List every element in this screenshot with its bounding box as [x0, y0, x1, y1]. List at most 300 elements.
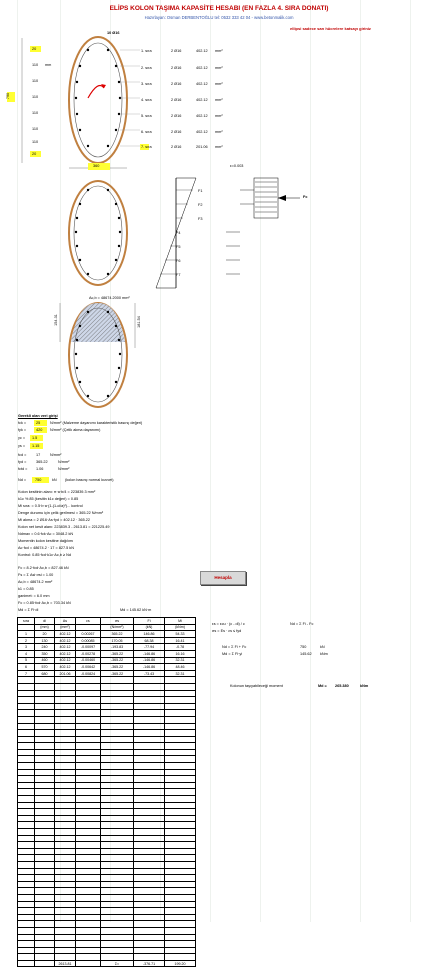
table-cell: [101, 914, 134, 921]
row-label: 1. sıra: [141, 49, 152, 53]
table-cell: [35, 690, 55, 697]
calc-line: Kolon kesitinin alanı: π·a·b/4 = 223839.3 mm²: [18, 490, 96, 494]
table-cell: 170.05: [101, 637, 134, 644]
table-cell: 16.16: [165, 650, 196, 657]
table-cell: 5: [18, 657, 35, 664]
table-cell: -146.86: [134, 664, 165, 671]
table-cell: [134, 796, 165, 803]
table-cell: 240: [35, 644, 55, 651]
table-cell: [165, 809, 196, 816]
table-empty-row: [18, 868, 196, 875]
row-unit: mm²: [215, 82, 223, 86]
table-cell: 2: [18, 637, 35, 644]
table-cell: [101, 888, 134, 895]
table-empty-row: [18, 894, 196, 901]
table-cell: [101, 769, 134, 776]
table-cell: [76, 789, 101, 796]
table-cell: -193.83: [101, 644, 134, 651]
table-empty-row: [18, 697, 196, 704]
table-cell: [55, 822, 76, 829]
table-cell: [76, 716, 101, 723]
table-cell: [101, 875, 134, 882]
strain-label: ε=0.003: [230, 164, 244, 168]
table-empty-row: [18, 683, 196, 690]
table-cell: [76, 842, 101, 849]
table-cell: [18, 776, 35, 783]
table-cell: [134, 677, 165, 684]
result-key: Md = Σ Fi·yi: [222, 652, 243, 656]
table-cell: [18, 815, 35, 822]
result-value: 145.62: [300, 652, 312, 656]
table-cell: [134, 749, 165, 756]
row-bars: 2 Ø16: [171, 82, 182, 86]
table-cell: 0.00085: [76, 637, 101, 644]
calc-line: Momentin kolon kesitine dağılımı: [18, 539, 74, 543]
force-label: F7: [176, 273, 181, 277]
table-cell: [35, 730, 55, 737]
table-cell: -0.78: [165, 644, 196, 651]
table-cell: [55, 683, 76, 690]
table-cell: 32.31: [165, 670, 196, 677]
footer-cell: [35, 960, 55, 967]
row-unit: mm²: [215, 114, 223, 118]
table-row: [18, 631, 196, 638]
table-cell: [165, 723, 196, 730]
row-bars: 2 Ø16: [171, 130, 182, 134]
table-cell: [165, 822, 196, 829]
row-label: 2. sıra: [141, 66, 152, 70]
calc-line: Kontrol: 0.85·fcd·k1c·Ac,b ≥ Nd: [18, 553, 71, 557]
table-cell: [101, 677, 134, 684]
input-key: fyd =: [18, 460, 27, 464]
dim-value: 110: [32, 95, 39, 99]
row-unit: mm²: [215, 66, 223, 70]
table-cell: [35, 848, 55, 855]
right-formula: εs = εcu · (c - di) / c: [212, 622, 245, 626]
table-cell: [35, 934, 55, 941]
result-key: Nd = Σ Fi + Fc: [222, 645, 247, 649]
table-empty-row: [18, 769, 196, 776]
table-cell: 54.33: [165, 631, 196, 638]
table-empty-row: [18, 743, 196, 750]
height-label: 790: [6, 92, 11, 100]
table-cell: [55, 835, 76, 842]
table-cell: [165, 716, 196, 723]
table-cell: [35, 796, 55, 803]
table-cell: [55, 809, 76, 816]
table-cell: [134, 697, 165, 704]
table-cell: [101, 815, 134, 822]
table-empty-row: [18, 888, 196, 895]
table-cell: [76, 697, 101, 704]
table-cell: [134, 809, 165, 816]
row-area: 402.12: [196, 130, 208, 134]
fs-line: Md = Σ Fi·di: [18, 608, 39, 612]
table-cell: [134, 901, 165, 908]
table-cell: 350: [35, 650, 55, 657]
table-cell: [35, 677, 55, 684]
table-empty-row: [18, 776, 196, 783]
results-table: [17, 617, 196, 967]
dim-value: 20: [32, 47, 37, 51]
table-cell: [18, 703, 35, 710]
table-cell: [76, 763, 101, 770]
table-cell: [101, 855, 134, 862]
table-cell: [134, 776, 165, 783]
table-cell: [101, 934, 134, 941]
calculate-button[interactable]: Hesapla: [200, 571, 246, 585]
dim-value: 110: [32, 111, 39, 115]
input-key: fyk =: [18, 428, 27, 432]
table-cell: [101, 842, 134, 849]
table-cell: [35, 835, 55, 842]
table-empty-row: [18, 835, 196, 842]
table-cell: [76, 888, 101, 895]
table-cell: [134, 835, 165, 842]
force-label: F3: [198, 217, 203, 221]
table-cell: [165, 730, 196, 737]
table-cell: 570: [35, 664, 55, 671]
table-cell: [101, 723, 134, 730]
table-cell: [101, 776, 134, 783]
table-cell: [134, 941, 165, 948]
compression-area-label: Ac,b = 48674.2000 mm²: [89, 296, 130, 300]
table-cell: [18, 888, 35, 895]
table-cell: [134, 875, 165, 882]
table-cell: [76, 947, 101, 954]
row-label: 3. sıra: [141, 82, 152, 86]
table-cell: [18, 782, 35, 789]
input-value: 25: [36, 421, 41, 425]
table-cell: [18, 736, 35, 743]
final-unit: kNm: [360, 684, 369, 688]
sheet-subtitle: Hazırlayan: Osman DERBENTOĞLU tel: 0532 333 42 04 - www.betonmalik.com: [144, 15, 294, 20]
table-cell: [76, 683, 101, 690]
input-value: 1.5: [32, 436, 38, 440]
table-cell: [101, 927, 134, 934]
table-cell: [35, 809, 55, 816]
table-cell: [134, 888, 165, 895]
table-cell: [55, 697, 76, 704]
table-cell: [18, 875, 35, 882]
table-cell: [134, 690, 165, 697]
table-row: [18, 664, 196, 671]
table-cell: [76, 954, 101, 961]
nd-note: (kolon basınç normal kuvvet): [65, 478, 114, 482]
table-cell: [134, 908, 165, 915]
table-cell: [18, 868, 35, 875]
table-cell: [18, 677, 35, 684]
calc-line: Mi akma = 2 Ø16·As·fyd = 402.12 · 365.22: [18, 518, 90, 522]
table-cell: [76, 835, 101, 842]
footer-cell: 199.20: [165, 960, 196, 967]
fc-label: Fc: [303, 195, 308, 199]
table-cell: [165, 868, 196, 875]
table-cell: [55, 802, 76, 809]
table-cell: [101, 881, 134, 888]
table-cell: [55, 677, 76, 684]
table-cell: [76, 677, 101, 684]
table-cell: [76, 749, 101, 756]
table-cell: [18, 914, 35, 921]
table-empty-row: [18, 716, 196, 723]
table-cell: (mm²): [55, 624, 76, 631]
table-cell: (mm): [35, 624, 55, 631]
row-label: 5. sıra: [141, 114, 152, 118]
input-note: ellipsi sadece sarı hücrelere katsayı giriniz: [290, 26, 371, 31]
table-cell: [76, 815, 101, 822]
table-cell: [18, 954, 35, 961]
table-cell: [55, 908, 76, 915]
table-cell: [18, 881, 35, 888]
table-cell: [165, 743, 196, 750]
table-cell: [76, 861, 101, 868]
force-label: F6: [176, 259, 181, 263]
table-cell: [165, 829, 196, 836]
table-cell: [101, 848, 134, 855]
table-cell: [18, 769, 35, 776]
table-cell: [76, 908, 101, 915]
table-cell: [101, 749, 134, 756]
table-cell: [134, 947, 165, 954]
fs-line: Fc = 0.85·fcd·Ac,b = 703.34 kN: [18, 601, 71, 605]
table-cell: 402.12: [55, 637, 76, 644]
force-label: F1: [198, 189, 203, 193]
table-cell: [76, 848, 101, 855]
table-row: [18, 644, 196, 651]
table-cell: [35, 716, 55, 723]
table-cell: [55, 716, 76, 723]
table-cell: [134, 769, 165, 776]
result-unit: kN: [320, 645, 325, 649]
table-cell: [165, 756, 196, 763]
table-cell: [101, 763, 134, 770]
table-cell: [55, 703, 76, 710]
table-cell: [55, 941, 76, 948]
right-formula: Nd = Σ Fi - Fc: [290, 622, 314, 626]
table-cell: [165, 802, 196, 809]
table-cell: [101, 835, 134, 842]
table-cell: -0.00824: [76, 670, 101, 677]
table-cell: -0.00460: [76, 657, 101, 664]
compression-drawing: [0, 300, 438, 410]
table-cell: [55, 690, 76, 697]
nd-value: 750: [35, 478, 42, 482]
table-cell: [165, 703, 196, 710]
table-cell: -146.86: [134, 657, 165, 664]
input-key: fcd =: [18, 453, 27, 457]
table-footer-row: [18, 960, 196, 967]
table-cell: 402.12: [55, 631, 76, 638]
table-cell: [76, 881, 101, 888]
table-cell: -0.00278: [76, 650, 101, 657]
input-unit: N/mm² (Çelik akma dayanımı): [50, 428, 101, 432]
table-cell: 365.22: [101, 631, 134, 638]
table-cell: 32.31: [165, 657, 196, 664]
table-cell: [35, 881, 55, 888]
table-cell: [35, 756, 55, 763]
table-cell: [35, 914, 55, 921]
row-bars: 2 Ø16: [171, 98, 182, 102]
table-cell: 402.12: [55, 657, 76, 664]
table-cell: 1: [18, 631, 35, 638]
table-cell: (kNm): [165, 624, 196, 631]
table-cell: [134, 881, 165, 888]
table-cell: [55, 881, 76, 888]
table-cell: [35, 703, 55, 710]
fs-line: Ac,b = 48674.2 mm²: [18, 580, 53, 584]
table-cell: 0.00267: [76, 631, 101, 638]
table-cell: -365.22: [101, 650, 134, 657]
table-empty-row: [18, 782, 196, 789]
right-formula: σs = Es · εs ≤ fyd: [212, 629, 242, 633]
table-cell: [76, 868, 101, 875]
fs-line: Fc = 8.2·fcd·Ac,b = 827.46 kN: [18, 566, 69, 570]
footer-cell: [18, 960, 35, 967]
row-unit: mm²: [215, 130, 223, 134]
table-cell: [18, 842, 35, 849]
table-empty-row: [18, 815, 196, 822]
input-unit: N/mm² (Malzeme dayanımı karakteristik basınç değeri): [50, 421, 143, 425]
table-cell: [18, 848, 35, 855]
dim-value: 110: [32, 63, 39, 67]
table-cell: [35, 954, 55, 961]
calc-line: Ac·fcd = 48674.2 · 17 = 827.5 kN: [18, 546, 74, 550]
table-cell: [18, 743, 35, 750]
table-cell: [165, 888, 196, 895]
table-cell: [18, 809, 35, 816]
fs-line: k1 = 0.85: [18, 587, 34, 591]
table-cell: σs: [101, 618, 134, 625]
table-cell: [101, 809, 134, 816]
table-cell: [165, 697, 196, 704]
table-cell: [165, 908, 196, 915]
table-cell: [134, 954, 165, 961]
table-empty-row: [18, 756, 196, 763]
table-cell: 680: [35, 670, 55, 677]
table-cell: [18, 763, 35, 770]
table-cell: [35, 723, 55, 730]
input-key: fck =: [18, 421, 27, 425]
row-label: 6. sıra: [141, 130, 152, 134]
table-cell: [35, 789, 55, 796]
input-key: γs =: [18, 444, 26, 448]
table-cell: [76, 736, 101, 743]
input-value: 365.22: [36, 460, 48, 464]
table-cell: [76, 875, 101, 882]
table-cell: -73.43: [134, 670, 165, 677]
table-cell: [35, 842, 55, 849]
final-key: Md =: [318, 684, 327, 688]
table-cell: [76, 782, 101, 789]
table-cell: [55, 927, 76, 934]
table-cell: [55, 782, 76, 789]
table-cell: [76, 776, 101, 783]
table-cell: 402.12: [55, 650, 76, 657]
table-cell: [165, 894, 196, 901]
table-cell: εs: [76, 618, 101, 625]
table-cell: Mi: [165, 618, 196, 625]
table-cell: -77.94: [134, 644, 165, 651]
table-cell: [18, 802, 35, 809]
table-cell: [35, 776, 55, 783]
table-empty-row: [18, 855, 196, 862]
table-cell: [76, 730, 101, 737]
table-cell: [134, 842, 165, 849]
table-cell: [134, 822, 165, 829]
table-cell: 20: [35, 631, 55, 638]
table-cell: [165, 947, 196, 954]
calc-line: Mi sıra: = 0.5·b·a·(1-(1-ci/a)²)... kontrol: [18, 504, 83, 508]
table-cell: [76, 829, 101, 836]
table-cell: [134, 894, 165, 901]
table-cell: (kN): [134, 624, 165, 631]
table-empty-row: [18, 736, 196, 743]
row-bars: 2 Ø16: [171, 145, 182, 149]
table-empty-row: [18, 908, 196, 915]
table-cell: 68.38: [134, 637, 165, 644]
table-row: [18, 670, 196, 677]
table-cell: [55, 776, 76, 783]
table-cell: [165, 927, 196, 934]
table-cell: [134, 716, 165, 723]
table-cell: [101, 796, 134, 803]
table-empty-row: [18, 677, 196, 684]
table-empty-row: [18, 822, 196, 829]
width-label: 360: [93, 164, 100, 168]
table-cell: [165, 875, 196, 882]
table-cell: [101, 861, 134, 868]
table-cell: [101, 901, 134, 908]
force-label: F4: [176, 231, 181, 235]
table-cell: [35, 829, 55, 836]
table-cell: [35, 822, 55, 829]
table-cell: -146.86: [134, 650, 165, 657]
row-area: 402.12: [196, 66, 208, 70]
row-bars: 2 Ø16: [171, 114, 182, 118]
table-empty-row: [18, 809, 196, 816]
nd-key: Nd =: [18, 478, 27, 482]
table-cell: [76, 624, 101, 631]
final-value: 265.380: [335, 684, 349, 688]
table-cell: [76, 809, 101, 816]
table-cell: -365.22: [101, 657, 134, 664]
table-empty-row: [18, 947, 196, 954]
table-cell: [76, 756, 101, 763]
input-unit: N/mm²: [50, 453, 62, 457]
table-cell: [55, 743, 76, 750]
table-cell: [165, 796, 196, 803]
table-cell: [18, 934, 35, 941]
row-area: 402.12: [196, 49, 208, 53]
table-cell: [134, 763, 165, 770]
dim-value: 110: [32, 140, 39, 144]
table-cell: [165, 690, 196, 697]
table-cell: [165, 848, 196, 855]
table-cell: [55, 736, 76, 743]
table-cell: [165, 861, 196, 868]
table-cell: [18, 710, 35, 717]
table-cell: [35, 927, 55, 934]
table-cell: [165, 815, 196, 822]
table-cell: [18, 941, 35, 948]
table-cell: [101, 710, 134, 717]
table-cell: [165, 901, 196, 908]
table-cell: [35, 769, 55, 776]
table-cell: [165, 749, 196, 756]
table-cell: [134, 703, 165, 710]
table-cell: [55, 875, 76, 882]
